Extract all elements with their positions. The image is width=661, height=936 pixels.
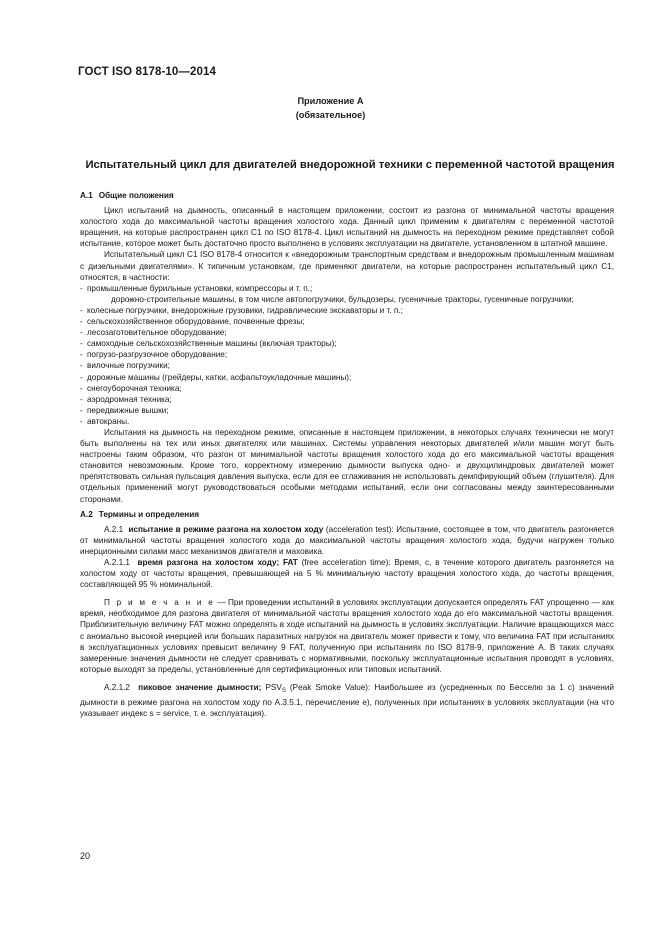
definition-term: время разгона на холостом ходу; FAT bbox=[137, 558, 298, 567]
section-title: Общие положения bbox=[98, 191, 174, 200]
section-title: Термины и определения bbox=[98, 509, 200, 519]
paragraph: Цикл испытаний на дымность, описанный в настоящем приложении, состоит из разгона от минимальной частоты вращения холостого хода до максимальной частоты вращения холостого хода. Данный цикл применим к двигателям с переменной частотой вращения, на которые распространен цикл С1 по ISO 8178-4. Цикл испытаний на дымность на переходном режиме представляет собой испытание, которое может быть достаточно просто выполнено в условиях эксплуатации на двигателе, установленном в штатной машине. bbox=[80, 206, 614, 249]
standard-header: ГОСТ ISO 8178-10—2014 bbox=[78, 66, 216, 78]
list-item: - автокраны. bbox=[80, 416, 614, 427]
section-heading bbox=[80, 190, 614, 201]
list-item: - снегоуборочная техника; bbox=[80, 383, 614, 394]
paragraph: Испытания на дымность на переходном режиме, описанные в настоящем приложении, в некоторых случаях технически не могут быть выполнены на тех или иных двигателях или машинах. Системы управления некоторых двигателей и/или машин могут быть настроены таким образом, что разгон от минимальной частоты вращения холостого хода до его максимальной частоты вращения становится невозможным. Кроме того, корректному измерению дымности выпуска одно- и двухцилиндровых двигателей может препятствовать сильная пульсация давления выпуска, если для ее сглаживания не использовать демпфирующий объем (глушителя). Для отдельных применений могут руководствоваться особыми методами испытаний, если они согласованы между заинтересованными сторонами. bbox=[80, 427, 614, 504]
note: П р и м е ч а н и е — При проведении испытаний в условиях эксплуатации допускается определять FAT упрощенно — как время, необходимое для разгона двигателя от минимальной частоты вращения холостого хода до его максимальной частоты вращения. Приблизительную величину FAT можно определять в ходе испытаний на дымность в условиях эксплуатации. Наличие вращающихся масс с аномально высокой инерцией или больших паразитных нагрузок на двигатель может привести к тому, что величина FAT при испытаниях в эксплуатационных условиях превысит величину 9 FAT, полученную при испытаниях по ISO 8178-9, приложение А. В таких случаях замеренные значения дымности не следует сравнивать с нормативными, поскольку эксплуатационные испытания проводят в условиях, которые выходят за пределы, установленные для сертификационных или типовых испытаний. bbox=[80, 598, 614, 674]
definition: А.2.1.2 пиковое значение дымности; $PSV_S$ (Peak Smoke Value): Наибольшее из (усредненных по Бесселю за 1 с) значений дымности в режиме разгона на холостом ходу по А.3.5.1, перечисление е), полученных при испытаниях в условиях эксплуатации (на что указывает индекс s = service, т. е. эксплуатация). bbox=[80, 682, 614, 719]
note-label: П р и м е ч а н и е bbox=[104, 598, 216, 608]
list-item: - аэродромная техника; bbox=[80, 394, 614, 405]
document-body bbox=[80, 190, 614, 719]
paragraph: Испытательный цикл С1 ISO 8178-4 относится к «внедорожным транспортным средствам и внедорожным промышленным машинам с дизельными двигателями». К типичным установкам, где применяют двигатели, на которые распространен испытательный цикл С1, относятся, в частности: bbox=[80, 250, 614, 282]
definition: А.2.1 испытание в режиме разгона на холостом ходу (acceleration test): Испытание, состоящее в том, что двигатель разгоняется от минимальной частоты вращения холостого хода до максимальной частоты вращения холостого хода, будучи нагружен только инерционными силами масс механизмов двигателя и маховика. bbox=[80, 524, 614, 556]
section-heading bbox=[80, 509, 614, 520]
page-number: 20 bbox=[80, 851, 91, 861]
definition: А.2.1.1 время разгона на холостом ходу; FAT (free acceleration time): Время, с, в течение которого двигатель разгоняется на холостом ходу от частоты вращения, превышающей на 5 % минимальную частоту вращения холостого хода, до частоты вращения, составляющей 95 % номинальной. bbox=[80, 558, 614, 590]
list-item: - сельскохозяйственное оборудование, почвенные фрезы; bbox=[80, 316, 614, 327]
list-item: - колесные погрузчики, внедорожные грузовики, гидравлические экскаваторы и т. п.; bbox=[80, 305, 614, 316]
list-item: - передвижные вышки; bbox=[80, 405, 614, 416]
list-item: - самоходные сельскохозяйственные машины (включая тракторы); bbox=[80, 338, 614, 349]
section-number: А.1 bbox=[80, 191, 93, 200]
list-item: - промышленные бурильные установки, компрессоры и т. п.; bbox=[80, 283, 614, 294]
list-item: - погрузо-разгрузочное оборудование; bbox=[80, 349, 614, 360]
list-item: - вилочные погрузчики; bbox=[80, 360, 614, 371]
annex-status: (обязательное) bbox=[295, 110, 366, 120]
list-item: - дорожные машины (грейдеры, катки, асфальтоукладочные машины); bbox=[80, 372, 614, 383]
section-number: А.2 bbox=[80, 509, 93, 519]
definition-term: испытание в режиме разгона на холостом ходу bbox=[128, 524, 324, 534]
main-heading: Испытательный цикл для двигателей внедорожной техники с переменной частотой вращения bbox=[85, 159, 615, 171]
definition-term: пиковое значение дымности; bbox=[138, 682, 262, 692]
annex-title: Приложение А bbox=[297, 96, 364, 106]
list-item: - дорожно-строительные машины, в том числе автопогрузчики, бульдозеры, гусеничные тракторы, гусеничные погрузчики; bbox=[80, 294, 614, 305]
list-item: - лесозаготовительное оборудование; bbox=[80, 327, 614, 338]
